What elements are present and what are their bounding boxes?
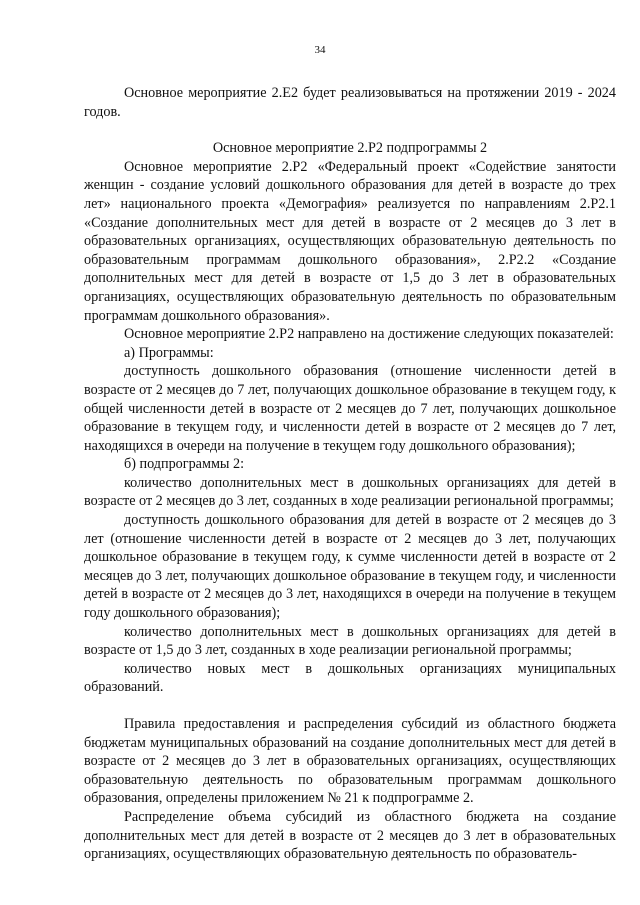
section-heading: Основное мероприятие 2.Р2 подпрограммы 2 <box>212 140 488 157</box>
paragraph-subsidy-distribution: Распределение объема субсидий из областного бюджета на создание дополнительных мест для детей в возрасте от 2 месяцев до 3 лет в образовательных организациях, осуществляющих образовательную деятельность по образователь- <box>84 808 616 863</box>
list-item-availability-2m-7y: доступность дошкольного образования (отношение численности детей в возрасте от 2 месяцев до 7 лет, получающих дошкольное образование в текущем году, к общей численности детей в возрасте от 2 месяцев до 7 лет, получающих дошкольное образование в текущем году, и численности детей в возрасте от 2 месяцев до 7 лет, находящихся в очереди на получение в текущем году дошкольного образования); <box>84 363 616 454</box>
list-heading-subprogram: б) подпрограммы 2: <box>124 456 245 473</box>
list-item-places-2m-3y: количество дополнительных мест в дошкольных организациях для детей в возрасте от 2 месяцев до 3 лет, созданных в ходе реализации региональной программы; <box>84 474 616 510</box>
list-item-new-places: количество новых мест в дошкольных организациях муниципальных образований. <box>84 660 616 696</box>
paragraph-indicators-intro: Основное мероприятие 2.Р2 направлено на достижение следующих показателей: <box>124 326 614 343</box>
paragraph-p2-description: Основное мероприятие 2.Р2 «Федеральный проект «Содействие занятости женщин - создание условий дошкольного образования для детей в возрасте до трех лет» национального проекта «Демография» реализуется по направлениям 2.Р2.1 «Создание дополнительных мест для детей в возрасте от 2 месяцев до 3 лет в образовательных организациях, осуществляющих образовательную деятельность по образовательным программам дошкольного образования», 2.Р2.2 «Создание дополнительных мест для детей в возрасте от 1,5 до 3 лет в образовательных организациях, осуществляющих образовательную деятельность по образовательным программам дошкольного образования». <box>84 158 616 324</box>
list-item-availability-2m-3y: доступность дошкольного образования для детей в возрасте от 2 месяцев до 3 лет (отношение численности детей в возрасте от 2 месяцев до 3 лет, получающих дошкольное образование в текущем году, к сумме численности детей в возрасте от 2 месяцев до 3 лет, получающих дошкольное образование в текущем году, и численности детей в возрасте от 2 месяцев до 3 лет, находящихся в очереди на получение в текущем году дошкольного образования); <box>84 512 616 622</box>
paragraph-subsidy-rules: Правила предоставления и распределения субсидий из областного бюджета бюджетам муниципальных образований на создание дополнительных мест для детей в возрасте от 2 месяцев до 3 лет в образовательных организациях, осуществляющих образовательную деятельность по образовательным программам дошкольного образования, определены приложением № 21 к подпрограмме 2. <box>84 716 616 807</box>
paragraph-e2-period: Основное мероприятие 2.Е2 будет реализовываться на протяжении 2019 - 2024 годов. <box>84 85 616 120</box>
list-heading-program: а) Программы: <box>124 344 214 361</box>
document-body <box>84 84 616 864</box>
list-item-places-1-5-3y: количество дополнительных мест в дошкольных организациях для детей в возрасте от 1,5 до 3 лет, созданных в ходе реализации региональной программы; <box>84 623 616 659</box>
page-number: 34 <box>314 44 326 56</box>
